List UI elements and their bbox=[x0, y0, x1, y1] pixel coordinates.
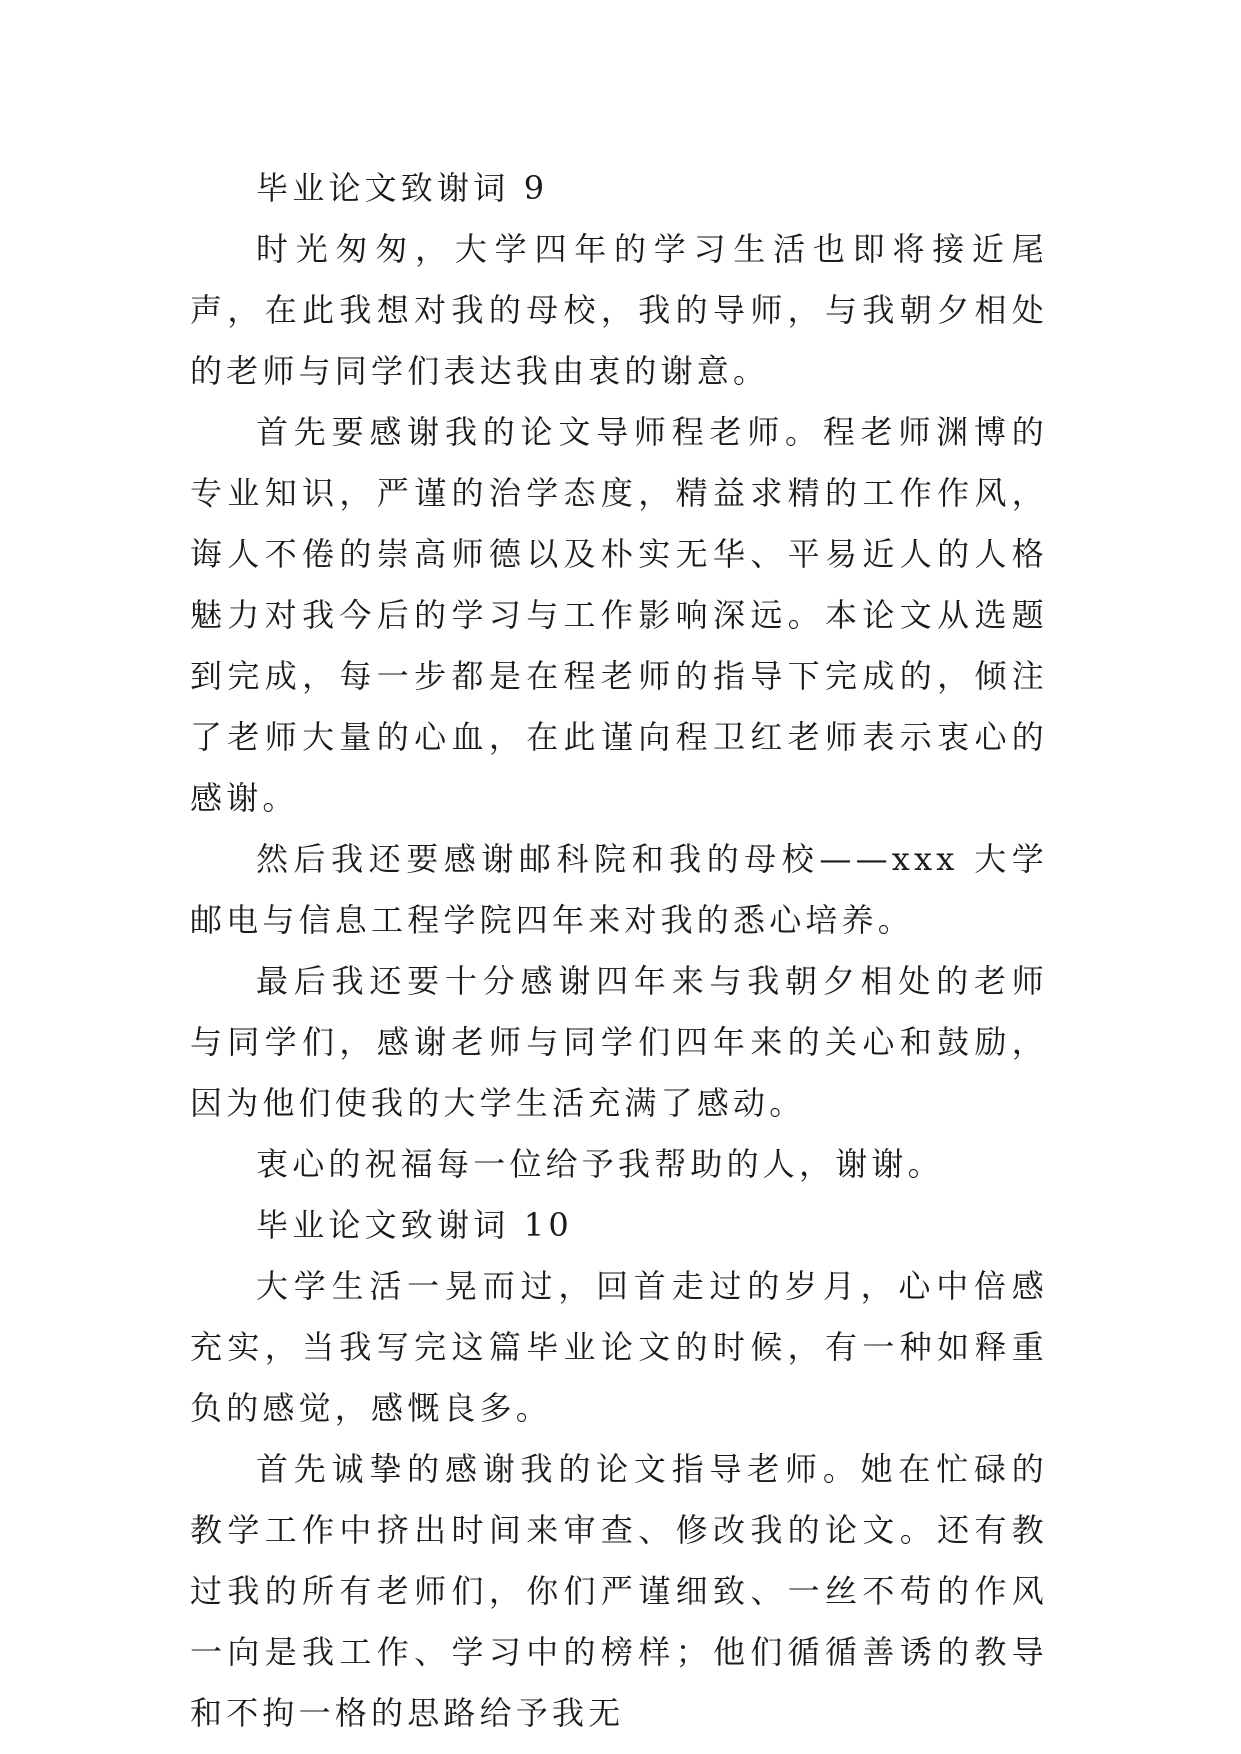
paragraph: 首先诚挚的感谢我的论文指导老师。她在忙碌的教学工作中挤出时间来审查、修改我的论文。还有教过我的所有老师们，你们严谨细致、一丝不苟的作风一向是我工作、学习中的榜样；他们循循善诱的教导和不拘一格的思路给予我无 bbox=[190, 1450, 1048, 1732]
paragraph: 首先要感谢我的论文导师程老师。程老师渊博的专业知识，严谨的治学态度，精益求精的工作作风，诲人不倦的崇高师德以及朴实无华、平易近人的人格魅力对我今后的学习与工作影响深远。本论文从选题到完成，每一步都是在程老师的指导下完成的，倾注了老师大量的心血，在此谨向程卫红老师表示衷心的感谢。 bbox=[190, 413, 1048, 817]
paragraph: 大学生活一晃而过，回首走过的岁月，心中倍感充实，当我写完这篇毕业论文的时候，有一种如释重负的感觉，感慨良多。 bbox=[190, 1267, 1048, 1427]
paragraph: 时光匆匆，大学四年的学习生活也即将接近尾声，在此我想对我的母校，我的导师，与我朝夕相处的老师与同学们表达我由衷的谢意。 bbox=[190, 230, 1048, 390]
section-heading-10: 毕业论文致谢词 10 bbox=[256, 1206, 573, 1244]
section-heading-9: 毕业论文致谢词 9 bbox=[256, 169, 549, 207]
paragraph: 衷心的祝福每一位给予我帮助的人，谢谢。 bbox=[256, 1145, 944, 1183]
paragraph: 最后我还要十分感谢四年来与我朝夕相处的老师与同学们，感谢老师与同学们四年来的关心和鼓励，因为他们使我的大学生活充满了感动。 bbox=[190, 962, 1048, 1122]
document-body bbox=[190, 158, 1048, 1744]
paragraph: 然后我还要感谢邮科院和我的母校——xxx 大学邮电与信息工程学院四年来对我的悉心培养。 bbox=[190, 840, 1048, 939]
